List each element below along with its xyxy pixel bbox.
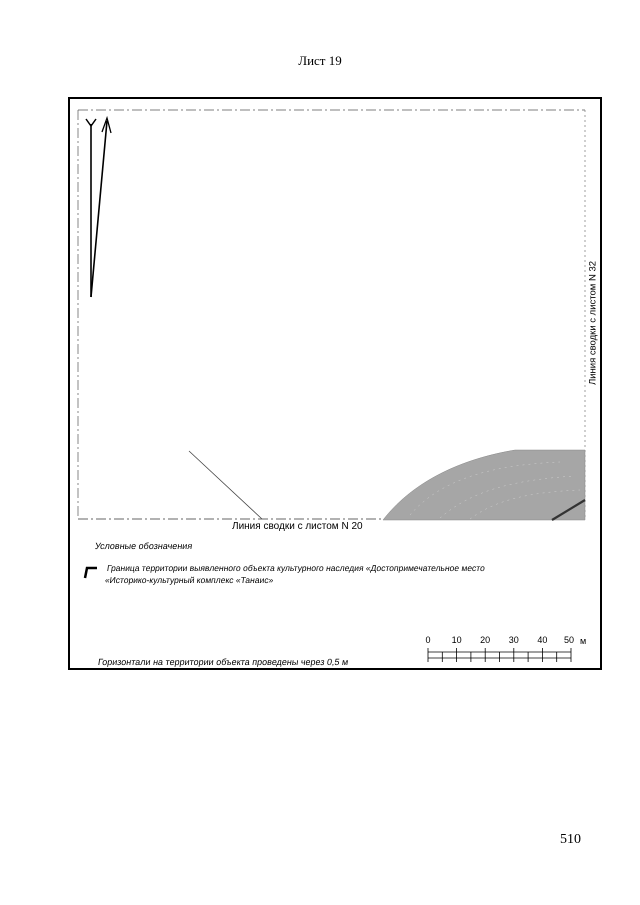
right-match-line-label: Линия сводки с листом N 32 (587, 260, 599, 386)
legend-item-text-line2: «Историко-культурный комплекс «Танаис» (104, 575, 275, 585)
sheet-title: Лист 19 (298, 53, 342, 68)
scale-tick-label: 50 (563, 635, 575, 645)
road-line (189, 451, 262, 519)
page-number: 510 (560, 832, 581, 847)
scale-tick-label: 40 (537, 635, 548, 645)
scale-tick-label: 0 (425, 635, 431, 645)
boundary-line-icon (83, 565, 99, 579)
contour-note: Горизонтали на территории объекта проведены через 0,5 м (97, 657, 349, 667)
scale-unit: м (580, 636, 587, 646)
legend-item-text-line1: Граница территории выявленного объекта культурного наследия «Достопримечательное место (106, 563, 486, 573)
scale-bar (428, 648, 571, 662)
heritage-zone (383, 450, 585, 520)
scale-tick-label: 10 (451, 635, 462, 645)
scale-tick-label: 30 (508, 635, 519, 645)
north-arrow-icon (86, 118, 111, 297)
legend-heading: Условные обозначения (94, 541, 193, 551)
bottom-match-line-label: Линия сводки с листом N 20 (232, 521, 363, 532)
scale-tick-label: 20 (480, 635, 491, 645)
